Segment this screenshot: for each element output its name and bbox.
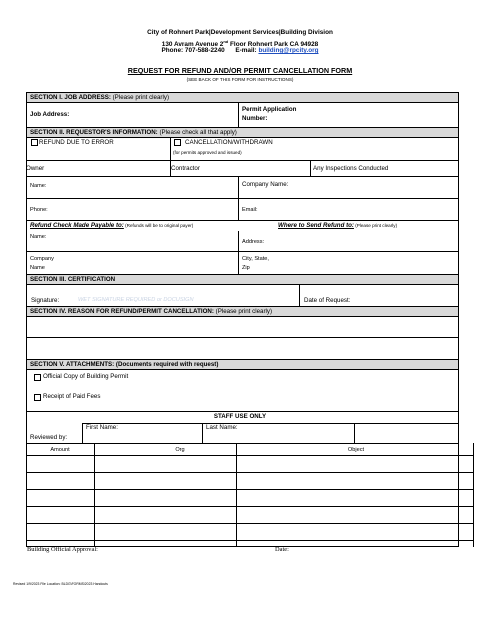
owner-option[interactable]: Owner	[26, 165, 45, 172]
job-address-label: Job Address:	[30, 111, 70, 118]
signature-hint: WET SIGNATURE REQUIRED or DOCUSIGN	[78, 297, 194, 303]
cancellation-label: CANCELLATION/WITHDRAWN	[185, 139, 273, 146]
requestor-name-label: Name:	[30, 183, 47, 189]
refund-error-checkbox[interactable]	[31, 139, 38, 146]
table-row[interactable]	[26, 489, 474, 490]
last-name-label: Last Name:	[206, 424, 238, 431]
form-subtitle: (SEE BACK OF THIS FORM FOR INSTRUCTIONS)	[186, 77, 294, 82]
cancellation-note: (for permits approved and issued)	[173, 150, 242, 155]
official-approval-label: Building Official Approval:	[27, 546, 98, 553]
table-row[interactable]	[26, 540, 474, 541]
refund-error-label: REFUND DUE TO ERROR	[39, 139, 114, 146]
agency-name: City of Rohnert Park|Development Services|Building Division	[147, 29, 333, 36]
payee-name-label: Name:	[30, 234, 47, 240]
reviewed-by-label: Reviewed by:	[30, 434, 68, 441]
staff-use-heading: STAFF USE ONLY	[213, 413, 267, 420]
col-amount-header: Amount	[50, 447, 70, 453]
approval-date-label: Date:	[275, 546, 289, 553]
send-refund-heading: Where to Send Refund to: (Please print clearly)	[278, 222, 398, 229]
agency-contact: Phone: 707-588-2240 E-mail: building@rpcity.org	[161, 47, 319, 54]
permit-copy-label: Official Copy of Building Permit	[43, 373, 129, 380]
receipt-label: Receipt of Paid Fees	[43, 393, 101, 400]
agency-address: 130 Avram Avenue 2nd Floor Rohnert Park CA 94928	[161, 39, 319, 49]
email-label: Email:	[242, 207, 258, 213]
first-name-label: First Name:	[86, 424, 118, 431]
form-title: REQUEST FOR REFUND AND/OR PERMIT CANCELLATION FORM	[127, 66, 353, 75]
phone-label: Phone:	[30, 207, 48, 213]
cancellation-checkbox[interactable]	[174, 139, 181, 146]
revision-footer: Revised 1/9/2023 File Location: BLDG\FORMS\2023 Handouts	[13, 582, 108, 586]
permit-copy-checkbox[interactable]	[34, 374, 41, 381]
signature-label: Signature:	[31, 297, 60, 304]
section-1-heading: SECTION I. JOB ADDRESS: (Please print clearly)	[27, 93, 458, 103]
section-3-heading: SECTION III. CERTIFICATION	[27, 274, 458, 285]
section-4-heading: SECTION IV. REASON FOR REFUND/PERMIT CANCELLATION: (Please print clearly)	[27, 306, 458, 317]
agency-phone: Phone: 707-588-2240	[161, 47, 225, 54]
payee-company-label: Company	[30, 256, 54, 262]
section-5-heading: SECTION V. ATTACHMENTS: (Documents required with request)	[27, 359, 458, 370]
table-row[interactable]	[26, 506, 474, 507]
email-link[interactable]: building@rpcity.org	[258, 47, 319, 54]
permit-app-label: Permit Application	[242, 106, 297, 113]
job-address-input[interactable]	[80, 104, 238, 126]
receipt-checkbox[interactable]	[34, 394, 41, 401]
col-org-header: Org	[175, 447, 185, 453]
contractor-option[interactable]: Contractor	[171, 165, 200, 172]
payable-heading: Refund Check Made Payable to: (Refunds will be to original payer)	[30, 222, 194, 229]
city-state-zip-label: City, State,	[242, 256, 269, 262]
reason-line-2[interactable]	[27, 338, 458, 357]
date-request-label: Date of Request:	[304, 297, 351, 304]
section-2-heading: SECTION II. REQUESTOR'S INFORMATION: (Please check all that apply)	[27, 127, 458, 138]
table-row[interactable]	[26, 455, 474, 456]
inspections-option[interactable]: Any Inspections Conducted	[313, 165, 389, 172]
table-row[interactable]	[26, 472, 474, 473]
company-name-label: Company Name:	[242, 181, 289, 188]
permit-number-input[interactable]	[300, 104, 458, 126]
col-object-header: Object	[347, 447, 365, 453]
address-label: Address:	[242, 239, 265, 245]
reason-line-1[interactable]	[27, 317, 458, 336]
table-row[interactable]	[26, 523, 474, 524]
